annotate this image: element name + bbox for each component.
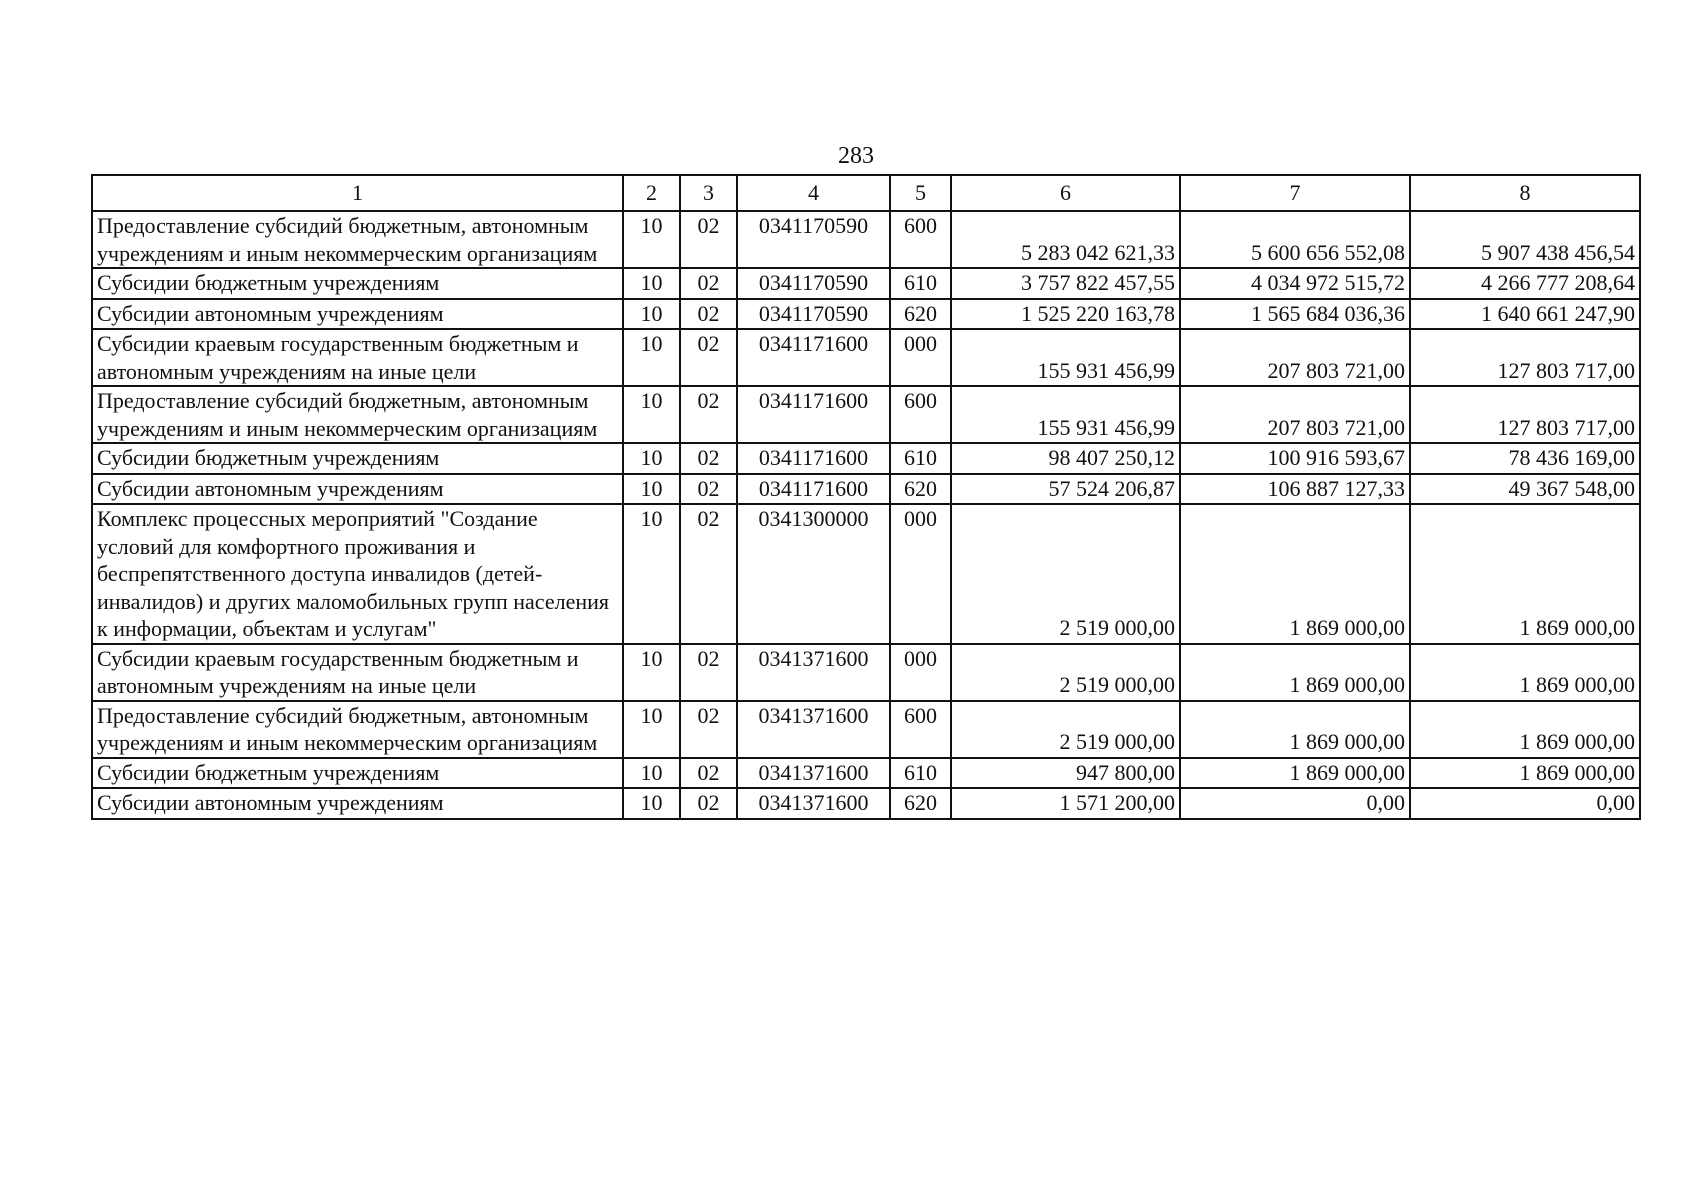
amount-col8-cell: 1 869 000,00 (1410, 504, 1640, 644)
expense-type-cell: 610 (890, 758, 951, 789)
column-header: 5 (890, 175, 951, 211)
amount-col6-cell: 1 571 200,00 (951, 788, 1180, 819)
table-row (92, 701, 1640, 758)
expense-type-cell: 620 (890, 299, 951, 330)
table-row (92, 644, 1640, 701)
subsection-code-cell: 02 (680, 758, 737, 789)
expense-type-cell: 610 (890, 268, 951, 299)
table-row (92, 299, 1640, 330)
target-article-cell: 0341371600 (737, 788, 890, 819)
amount-col6-cell: 98 407 250,12 (951, 443, 1180, 474)
subsection-code-cell: 02 (680, 386, 737, 443)
section-code-cell: 10 (623, 329, 680, 386)
table-row (92, 386, 1640, 443)
section-code-cell: 10 (623, 299, 680, 330)
row-name-cell: Субсидии краевым государственным бюджетным и автономным учреждениям на иные цели (92, 329, 623, 386)
amount-col7-cell: 5 600 656 552,08 (1180, 211, 1410, 268)
amount-col7-cell: 100 916 593,67 (1180, 443, 1410, 474)
amount-col6-cell: 57 524 206,87 (951, 474, 1180, 505)
target-article-cell: 0341371600 (737, 701, 890, 758)
table-row (92, 443, 1640, 474)
expense-type-cell: 620 (890, 788, 951, 819)
amount-col7-cell: 0,00 (1180, 788, 1410, 819)
amount-col6-cell: 2 519 000,00 (951, 504, 1180, 644)
amount-col6-cell: 155 931 456,99 (951, 386, 1180, 443)
amount-col7-cell: 4 034 972 515,72 (1180, 268, 1410, 299)
row-name-cell: Субсидии автономным учреждениям (92, 788, 623, 819)
section-code-cell: 10 (623, 701, 680, 758)
amount-col8-cell: 0,00 (1410, 788, 1640, 819)
amount-col7-cell: 1 869 000,00 (1180, 504, 1410, 644)
amount-col7-cell: 207 803 721,00 (1180, 329, 1410, 386)
column-header: 8 (1410, 175, 1640, 211)
amount-col8-cell: 1 869 000,00 (1410, 758, 1640, 789)
column-header: 3 (680, 175, 737, 211)
subsection-code-cell: 02 (680, 329, 737, 386)
table-row (92, 474, 1640, 505)
section-code-cell: 10 (623, 211, 680, 268)
subsection-code-cell: 02 (680, 701, 737, 758)
amount-col6-cell: 3 757 822 457,55 (951, 268, 1180, 299)
target-article-cell: 0341371600 (737, 758, 890, 789)
target-article-cell: 0341170590 (737, 211, 890, 268)
column-header: 4 (737, 175, 890, 211)
amount-col8-cell: 127 803 717,00 (1410, 386, 1640, 443)
expense-type-cell: 000 (890, 329, 951, 386)
row-name-cell: Субсидии краевым государственным бюджетным и автономным учреждениям на иные цели (92, 644, 623, 701)
row-name-cell: Предоставление субсидий бюджетным, автономным учреждениям и иным некоммерческим организациям (92, 701, 623, 758)
subsection-code-cell: 02 (680, 504, 737, 644)
expense-type-cell: 600 (890, 386, 951, 443)
row-name-cell: Предоставление субсидий бюджетным, автономным учреждениям и иным некоммерческим организациям (92, 211, 623, 268)
amount-col7-cell: 207 803 721,00 (1180, 386, 1410, 443)
target-article-cell: 0341171600 (737, 386, 890, 443)
expense-type-cell: 600 (890, 701, 951, 758)
target-article-cell: 0341170590 (737, 268, 890, 299)
row-name-cell: Субсидии бюджетным учреждениям (92, 268, 623, 299)
amount-col6-cell: 2 519 000,00 (951, 701, 1180, 758)
subsection-code-cell: 02 (680, 788, 737, 819)
subsection-code-cell: 02 (680, 268, 737, 299)
amount-col8-cell: 49 367 548,00 (1410, 474, 1640, 505)
amount-col8-cell: 1 640 661 247,90 (1410, 299, 1640, 330)
table-row (92, 758, 1640, 789)
amount-col6-cell: 2 519 000,00 (951, 644, 1180, 701)
column-header: 1 (92, 175, 623, 211)
header-row (92, 175, 1640, 211)
amount-col8-cell: 78 436 169,00 (1410, 443, 1640, 474)
row-name-cell: Субсидии бюджетным учреждениям (92, 443, 623, 474)
table-row (92, 788, 1640, 819)
target-article-cell: 0341170590 (737, 299, 890, 330)
row-name-cell: Предоставление субсидий бюджетным, автономным учреждениям и иным некоммерческим организациям (92, 386, 623, 443)
expense-type-cell: 000 (890, 644, 951, 701)
target-article-cell: 0341171600 (737, 443, 890, 474)
amount-col8-cell: 5 907 438 456,54 (1410, 211, 1640, 268)
row-name-cell: Комплекс процессных мероприятий "Создание условий для комфортного проживания и беспрепятственного доступа инвалидов (детей-инвалидов) и других маломобильных групп населения к информации, объектам и услугам" (92, 504, 623, 644)
column-header: 7 (1180, 175, 1410, 211)
expense-type-cell: 620 (890, 474, 951, 505)
row-name-cell: Субсидии автономным учреждениям (92, 299, 623, 330)
subsection-code-cell: 02 (680, 443, 737, 474)
amount-col7-cell: 1 869 000,00 (1180, 701, 1410, 758)
target-article-cell: 0341171600 (737, 329, 890, 386)
amount-col8-cell: 1 869 000,00 (1410, 701, 1640, 758)
amount-col6-cell: 1 525 220 163,78 (951, 299, 1180, 330)
amount-col6-cell: 5 283 042 621,33 (951, 211, 1180, 268)
section-code-cell: 10 (623, 504, 680, 644)
subsection-code-cell: 02 (680, 211, 737, 268)
amount-col8-cell: 4 266 777 208,64 (1410, 268, 1640, 299)
expense-type-cell: 000 (890, 504, 951, 644)
section-code-cell: 10 (623, 386, 680, 443)
budget-table (91, 174, 1641, 820)
amount-col8-cell: 127 803 717,00 (1410, 329, 1640, 386)
table-row (92, 211, 1640, 268)
row-name-cell: Субсидии бюджетным учреждениям (92, 758, 623, 789)
amount-col7-cell: 1 869 000,00 (1180, 758, 1410, 789)
table-row (92, 268, 1640, 299)
column-header: 6 (951, 175, 1180, 211)
target-article-cell: 0341300000 (737, 504, 890, 644)
section-code-cell: 10 (623, 644, 680, 701)
subsection-code-cell: 02 (680, 299, 737, 330)
section-code-cell: 10 (623, 758, 680, 789)
amount-col8-cell: 1 869 000,00 (1410, 644, 1640, 701)
target-article-cell: 0341171600 (737, 474, 890, 505)
amount-col7-cell: 1 565 684 036,36 (1180, 299, 1410, 330)
section-code-cell: 10 (623, 443, 680, 474)
target-article-cell: 0341371600 (737, 644, 890, 701)
expense-type-cell: 600 (890, 211, 951, 268)
table-row (92, 504, 1640, 644)
row-name-cell: Субсидии автономным учреждениям (92, 474, 623, 505)
column-header: 2 (623, 175, 680, 211)
amount-col6-cell: 155 931 456,99 (951, 329, 1180, 386)
section-code-cell: 10 (623, 788, 680, 819)
expense-type-cell: 610 (890, 443, 951, 474)
subsection-code-cell: 02 (680, 644, 737, 701)
subsection-code-cell: 02 (680, 474, 737, 505)
page-number: 283 (838, 143, 874, 169)
section-code-cell: 10 (623, 474, 680, 505)
section-code-cell: 10 (623, 268, 680, 299)
table-row (92, 329, 1640, 386)
amount-col7-cell: 1 869 000,00 (1180, 644, 1410, 701)
amount-col6-cell: 947 800,00 (951, 758, 1180, 789)
amount-col7-cell: 106 887 127,33 (1180, 474, 1410, 505)
